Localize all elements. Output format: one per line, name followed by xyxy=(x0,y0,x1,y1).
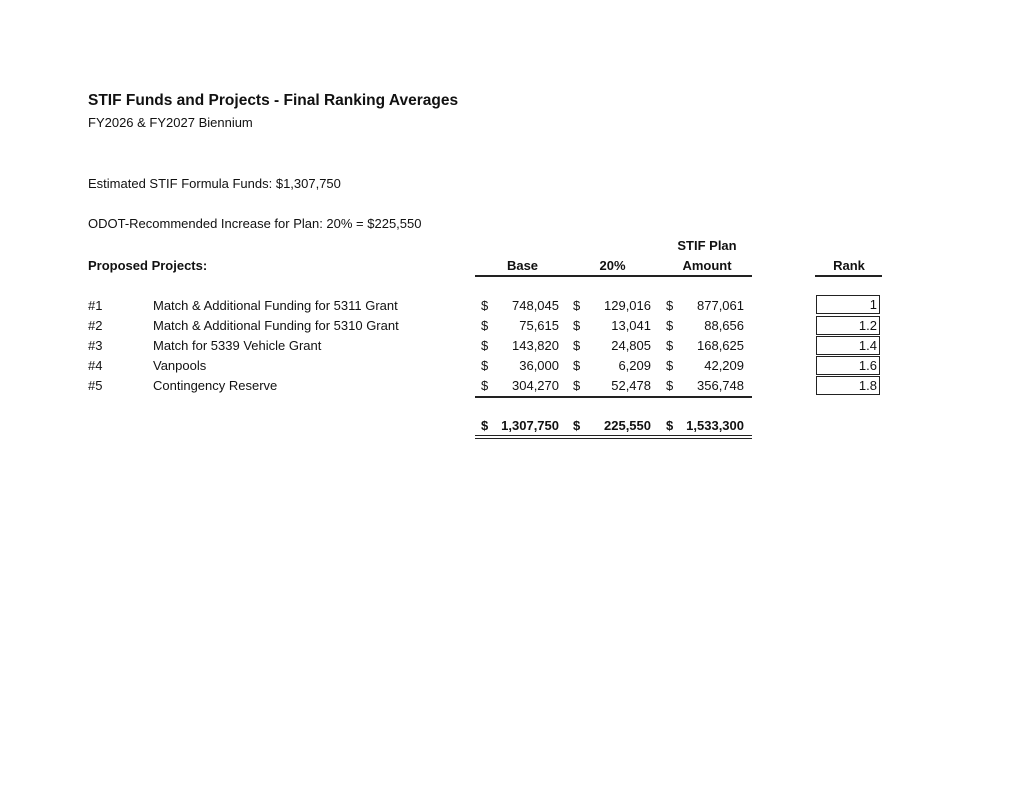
row-plan: 168,625 xyxy=(697,338,744,353)
table-row: #5 Contingency Reserve $ 304,270 $ 52,478 $ 356,748 xyxy=(88,378,744,393)
total-20pct: 225,550 xyxy=(604,418,651,433)
row-description: Match & Additional Funding for 5311 Grant xyxy=(153,298,398,313)
odot-increase-text: ODOT-Recommended Increase for Plan: 20% = $225,550 xyxy=(88,216,422,231)
header-20pct: 20% xyxy=(599,258,626,273)
table-row: #4 Vanpools $ 36,000 $ 6,209 $ 42,209 xyxy=(88,358,744,373)
row-20pct: 24,805 xyxy=(611,338,651,353)
document-subtitle: FY2026 & FY2027 Biennium xyxy=(88,115,253,130)
row-20pct: 129,016 xyxy=(604,298,651,313)
row-number: #2 xyxy=(88,318,103,333)
total-plan: 1,533,300 xyxy=(686,418,744,433)
row-20pct: 13,041 xyxy=(611,318,651,333)
table-row: #3 Match for 5339 Vehicle Grant $ 143,820 $ 24,805 $ 168,625 xyxy=(88,338,744,353)
row-20pct: 6,209 xyxy=(618,358,651,373)
header-stif-plan: STIF Plan xyxy=(677,238,737,253)
row-base: 748,045 xyxy=(512,298,559,313)
row-plan: 877,061 xyxy=(697,298,744,313)
rank-cell: 1.6 xyxy=(816,356,880,375)
row-base: 143,820 xyxy=(512,338,559,353)
header-amount: Amount xyxy=(682,258,732,273)
header-rank: Rank xyxy=(833,258,865,273)
total-base: 1,307,750 xyxy=(501,418,559,433)
total-double-rule-bottom xyxy=(475,438,752,439)
row-base: 304,270 xyxy=(512,378,559,393)
table-row: #2 Match & Additional Funding for 5310 Grant $ 75,615 $ 13,041 $ 88,656 xyxy=(88,318,744,333)
row-description: Match & Additional Funding for 5310 Grant xyxy=(153,318,399,333)
proposed-projects-label: Proposed Projects: xyxy=(88,258,208,273)
row-plan: 88,656 xyxy=(704,318,744,333)
row-description: Contingency Reserve xyxy=(153,378,278,393)
rank-header-rule xyxy=(815,275,882,277)
estimated-funds-text: Estimated STIF Formula Funds: $1,307,750 xyxy=(88,176,341,191)
row-description: Match for 5339 Vehicle Grant xyxy=(153,338,322,353)
rank-cell: 1.4 xyxy=(816,336,880,355)
row-20pct: 52,478 xyxy=(611,378,651,393)
totals-row: $ 1,307,750 $ 225,550 $ 1,533,300 xyxy=(481,418,744,433)
row-base: 75,615 xyxy=(519,318,559,333)
row-number: #3 xyxy=(88,338,103,353)
row-plan: 42,209 xyxy=(704,358,744,373)
header-base: Base xyxy=(506,258,539,273)
subtotal-rule xyxy=(475,396,752,398)
total-double-rule-top xyxy=(475,435,752,436)
rank-cell: 1 xyxy=(816,295,880,314)
row-number: #4 xyxy=(88,358,103,373)
row-plan: 356,748 xyxy=(697,378,744,393)
row-description: Vanpools xyxy=(153,358,207,373)
document-title: STIF Funds and Projects - Final Ranking Averages xyxy=(88,92,459,109)
table-row: #1 Match & Additional Funding for 5311 Grant $ 748,045 $ 129,016 $ 877,061 xyxy=(88,298,744,313)
row-number: #5 xyxy=(88,378,103,393)
rank-cell: 1.2 xyxy=(816,316,880,335)
row-number: #1 xyxy=(88,298,103,313)
rank-cell: 1.8 xyxy=(816,376,880,395)
row-base: 36,000 xyxy=(519,358,559,373)
header-rule xyxy=(475,275,752,277)
